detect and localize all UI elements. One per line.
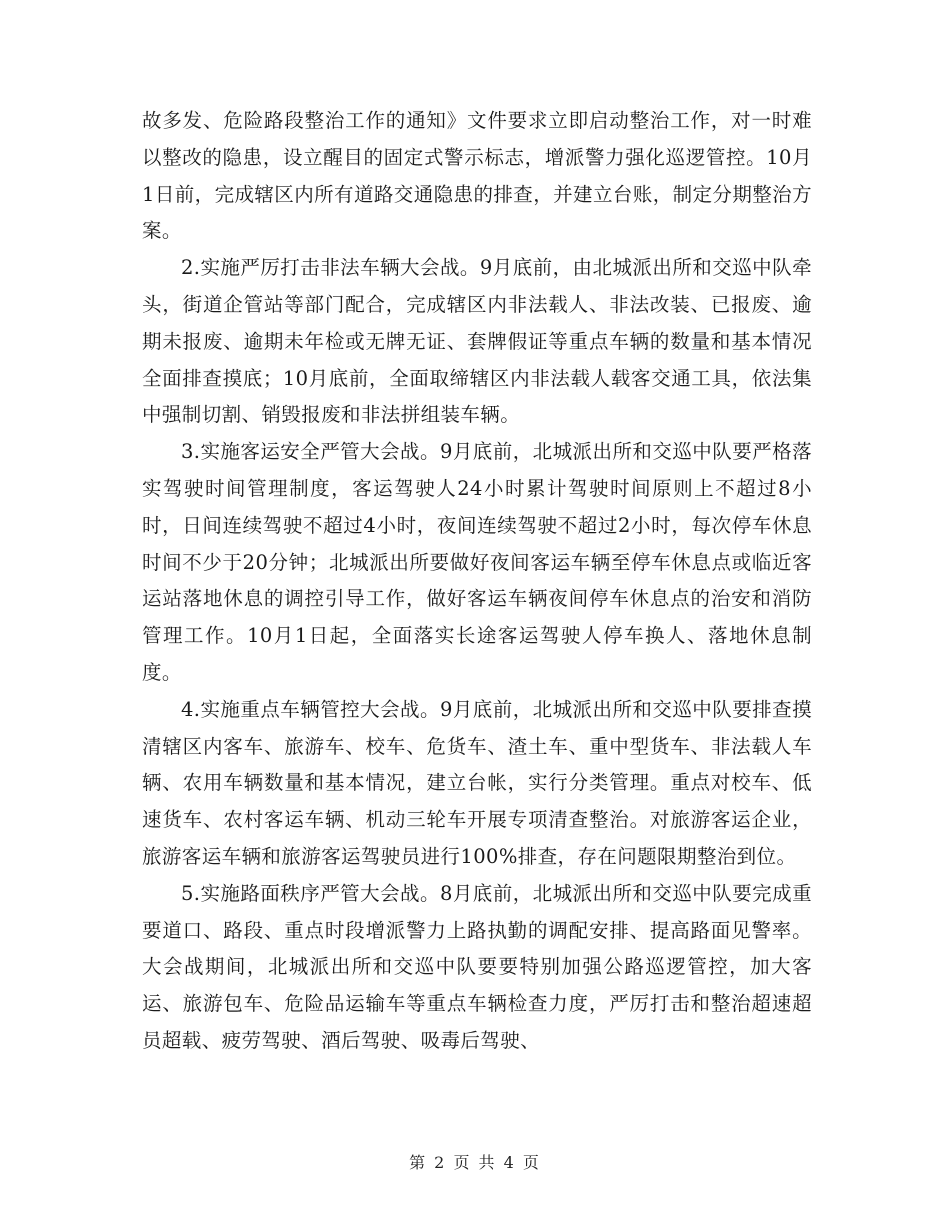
paragraph-item-5: 5.实施路面秩序严管大会战。8月底前，北城派出所和交巡中队要完成重要道口、路段、重点时段增派警力上路执勤的调配安排、提高路面见警率。大会战期间，北城派出所和交巡中队要要特别加强公路巡逻管控，加大客运、旅游包车、危险品运输车等重点车辆检查力度，严厉打击和整治超速超员超载、疲劳驾驶、酒后驾驶、吸毒后驾驶、 bbox=[142, 881, 812, 1052]
paragraph-item-2: 2.实施严厉打击非法车辆大会战。9月底前，由北城派出所和交巡中队牵头，街道企管站等部门配合，完成辖区内非法载人、非法改装、已报废、逾期未报废、逾期未年检或无牌无证、套牌假证等重点车辆的数量和基本情况全面排查摸底；10月底前，全面取缔辖区内非法载人载客交通工具，依法集中强制切割、销毁报废和非法拼组装车辆。 bbox=[142, 256, 812, 427]
page-number-footer: 第 2 页 共 4 页 bbox=[409, 1153, 541, 1172]
paragraph-item-3: 3.实施客运安全严管大会战。9月底前，北城派出所和交巡中队要严格落实驾驶时间管理制度，客运驾驶人24小时累计驾驶时间原则上不超过8小时，日间连续驾驶不超过4小时，夜间连续驾驶不超过2小时，每次停车休息时间不少于20分钟；北城派出所要做好夜间客运车辆至停车休息点或临近客运站落地休息的调控引导工作，做好客运车辆夜间停车休息点的治安和消防管理工作。10月1日起，全面落实长途客运驾驶人停车换人、落地休息制度。 bbox=[142, 440, 812, 684]
paragraph-item-4: 4.实施重点车辆管控大会战。9月底前，北城派出所和交巡中队要排查摸清辖区内客车、旅游车、校车、危货车、渣土车、重中型货车、非法载人车辆、农用车辆数量和基本情况，建立台帐，实行分类管理。重点对校车、低速货车、农村客运车辆、机动三轮车开展专项清查整治。对旅游客运企业，旅游客运车辆和旅游客运驾驶员进行100%排查，存在问题限期整治到位。 bbox=[142, 697, 812, 868]
document-body bbox=[142, 103, 812, 1060]
paragraph-continuation: 故多发、危险路段整治工作的通知》文件要求立即启动整治工作，对一时难以整改的隐患，设立醒目的固定式警示标志，增派警力强化巡逻管控。10月1日前，完成辖区内所有道路交通隐患的排查，并建立台账，制定分期整治方案。 bbox=[142, 109, 812, 243]
